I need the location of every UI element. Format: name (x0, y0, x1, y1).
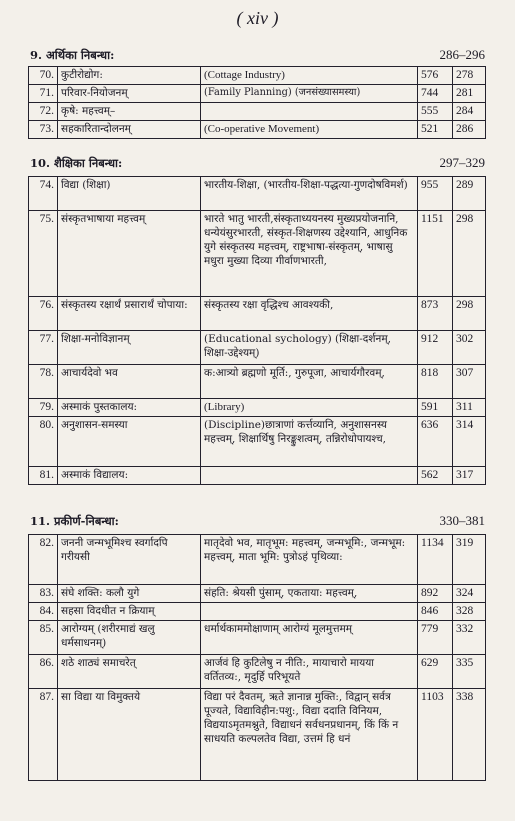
row-title: सा विद्या या विमुक्तये (58, 689, 201, 781)
table-row (29, 67, 486, 85)
row-title: जननी जन्मभूमिश्च स्वर्गादपि गरीयसी (58, 535, 201, 585)
row-page: 555 (418, 103, 453, 121)
row-description: (Educational sychology) (शिक्षा-दर्शनम्, शिक्षा-उद्देश्यम्) (201, 331, 418, 365)
row-title: आरोग्यम् (शरीरमाद्यं खलु धर्मसाधनम्) (58, 621, 201, 655)
row-number: 78. (29, 365, 58, 399)
row-description (201, 467, 418, 485)
row-description: क:आत्र्यो ब्रह्मणो मूर्ति:, गुरुपूजा, आचार्यगौरवम्, (201, 365, 418, 399)
section-title: 11. प्रकीर्ण-निबन्धा: (30, 514, 119, 528)
row-ref: 311 (453, 399, 486, 417)
row-ref: 319 (453, 535, 486, 585)
row-ref: 332 (453, 621, 486, 655)
row-title: कुटीरोद्योग: (58, 67, 201, 85)
row-title: परिवार-नियोजनम् (58, 85, 201, 103)
row-description (201, 103, 418, 121)
row-title: सहकारितान्दोलनम् (58, 121, 201, 139)
row-description: संहति: श्रेयसी पुंसाम्, एकताया: महत्त्वम्, (201, 585, 418, 603)
table-row (29, 467, 486, 485)
row-page: 1151 (418, 211, 453, 297)
row-page: 1134 (418, 535, 453, 585)
table-row (29, 177, 486, 211)
row-title: अनुशासन-समस्या (58, 417, 201, 467)
row-page: 955 (418, 177, 453, 211)
section-heading-11 (30, 514, 485, 532)
page-header: ( xiv ) (236, 8, 279, 28)
row-description: मातृदेवो भव, मातृभूम: महत्त्वम्, जन्मभूमि:, जन्मभूम: महत्त्वम्, माता भूमि: पुत्रोऽहं पृथिव्या: (201, 535, 418, 585)
row-page: 562 (418, 467, 453, 485)
row-ref: 328 (453, 603, 486, 621)
row-ref: 307 (453, 365, 486, 399)
row-ref: 298 (453, 211, 486, 297)
row-number: 72. (29, 103, 58, 121)
row-page: 818 (418, 365, 453, 399)
row-page: 873 (418, 297, 453, 331)
row-title: कृषे: महत्त्वम्– (58, 103, 201, 121)
row-number: 84. (29, 603, 58, 621)
row-number: 73. (29, 121, 58, 139)
row-page: 636 (418, 417, 453, 467)
row-title: शठे शाठ्यं समाचरेत् (58, 655, 201, 689)
table-row (29, 655, 486, 689)
row-number: 74. (29, 177, 58, 211)
row-title: आचार्यदेवो भव (58, 365, 201, 399)
table-row (29, 297, 486, 331)
section-9-table (28, 66, 486, 139)
row-page: 744 (418, 85, 453, 103)
table-row (29, 689, 486, 781)
row-number: 79. (29, 399, 58, 417)
row-ref: 324 (453, 585, 486, 603)
row-description: (Family Planning) (जनसंख्यासमस्या) (201, 85, 418, 103)
table-row (29, 85, 486, 103)
row-number: 83. (29, 585, 58, 603)
section-heading-9 (30, 48, 485, 66)
row-number: 82. (29, 535, 58, 585)
section-title: 10. शैक्षिका निबन्धा: (30, 156, 123, 170)
row-number: 86. (29, 655, 58, 689)
row-number: 70. (29, 67, 58, 85)
row-page: 846 (418, 603, 453, 621)
row-title: अस्माकं विद्यालय: (58, 467, 201, 485)
table-row (29, 417, 486, 467)
row-ref: 338 (453, 689, 486, 781)
row-ref: 284 (453, 103, 486, 121)
row-title: संस्कृतस्य रक्षार्थं प्रसारार्थं चोपाया: (58, 297, 201, 331)
table-row (29, 603, 486, 621)
table-row (29, 621, 486, 655)
row-description (201, 603, 418, 621)
row-page: 591 (418, 399, 453, 417)
row-number: 75. (29, 211, 58, 297)
row-ref: 286 (453, 121, 486, 139)
row-description: (Discipline)छात्राणां कर्त्तव्यानि, अनुशासनस्य महत्त्वम्, शिक्षार्थिषु निरङ्कुशत्वम्, तन्निरोधोपायश्च, (201, 417, 418, 467)
section-page-range: 330–381 (439, 513, 485, 528)
row-description: आर्जवं हि कुटिलेषु न नीति:, मायाचारो मायया वर्तितव्य:, मृदुर्हि परिभूयते (201, 655, 418, 689)
row-description: (Co-operative Movement) (201, 121, 418, 139)
table-row (29, 331, 486, 365)
row-number: 87. (29, 689, 58, 781)
table-row (29, 365, 486, 399)
table-row (29, 211, 486, 297)
row-page: 576 (418, 67, 453, 85)
row-description: (Cottage Industry) (201, 67, 418, 85)
row-title: संघे शक्ति: कलौ युगे (58, 585, 201, 603)
row-description: (Library) (201, 399, 418, 417)
row-ref: 298 (453, 297, 486, 331)
section-11-table (28, 534, 486, 781)
row-page: 779 (418, 621, 453, 655)
row-title: अस्माकं पुस्तकालय: (58, 399, 201, 417)
row-description: धर्मार्थकाममोक्षाणाम् आरोग्यं मूलमुत्तमम् (201, 621, 418, 655)
section-10-table (28, 176, 486, 485)
row-number: 81. (29, 467, 58, 485)
table-row (29, 121, 486, 139)
row-number: 71. (29, 85, 58, 103)
row-ref: 289 (453, 177, 486, 211)
section-heading-10 (30, 156, 485, 174)
row-ref: 317 (453, 467, 486, 485)
row-page: 1103 (418, 689, 453, 781)
table-row (29, 585, 486, 603)
table-row (29, 399, 486, 417)
row-description: भारतीय-शिक्षा, (भारतीय-शिक्षा-पद्धत्या-गुणदोषविमर्श) (201, 177, 418, 211)
row-number: 77. (29, 331, 58, 365)
row-number: 80. (29, 417, 58, 467)
row-title: संस्कृतभाषाया महत्त्वम् (58, 211, 201, 297)
row-page: 629 (418, 655, 453, 689)
row-title: विद्या (शिक्षा) (58, 177, 201, 211)
row-page: 912 (418, 331, 453, 365)
section-title: 9. अर्थिका निबन्धा: (30, 48, 115, 62)
row-ref: 278 (453, 67, 486, 85)
section-page-range: 297–329 (439, 155, 485, 170)
row-number: 76. (29, 297, 58, 331)
row-title: शिक्षा-मनोविज्ञानम् (58, 331, 201, 365)
row-ref: 302 (453, 331, 486, 365)
table-row (29, 103, 486, 121)
row-ref: 314 (453, 417, 486, 467)
row-description: विद्या परं दैवतम्, ऋते ज्ञानान्न मुक्ति:, विद्वान् सर्वत्र पूज्यते, विद्याविहीन:पशु:, विद्या ददाति विनियम, विद्ययाऽमृतमश्नुते, विद्याधनं सर्वधनप्रधानम्, किं किं न साधयति कल्पलतेव विद्या, उत्तमं हि धनं (201, 689, 418, 781)
row-page: 892 (418, 585, 453, 603)
row-title: सहसा विदधीत न क्रियाम् (58, 603, 201, 621)
table-row (29, 535, 486, 585)
section-page-range: 286–296 (439, 47, 485, 62)
row-ref: 281 (453, 85, 486, 103)
row-description: भारते भातु भारती,संस्कृताध्ययनस्य मुख्यप्रयोजनानि, धन्येयंसुरभारती, संस्कृत-शिक्षणस्य उद्देश्यानि, आधुनिक युगे संस्कृतस्य महत्त्वम्, राष्ट्रभाषा-संस्कृतम्, भाषासु मधुरा मुख्या दिव्या गीर्वाणभारती, (201, 211, 418, 297)
row-number: 85. (29, 621, 58, 655)
row-ref: 335 (453, 655, 486, 689)
row-page: 521 (418, 121, 453, 139)
row-description: संस्कृतस्य रक्षा वृद्धिश्च आवश्यकी, (201, 297, 418, 331)
